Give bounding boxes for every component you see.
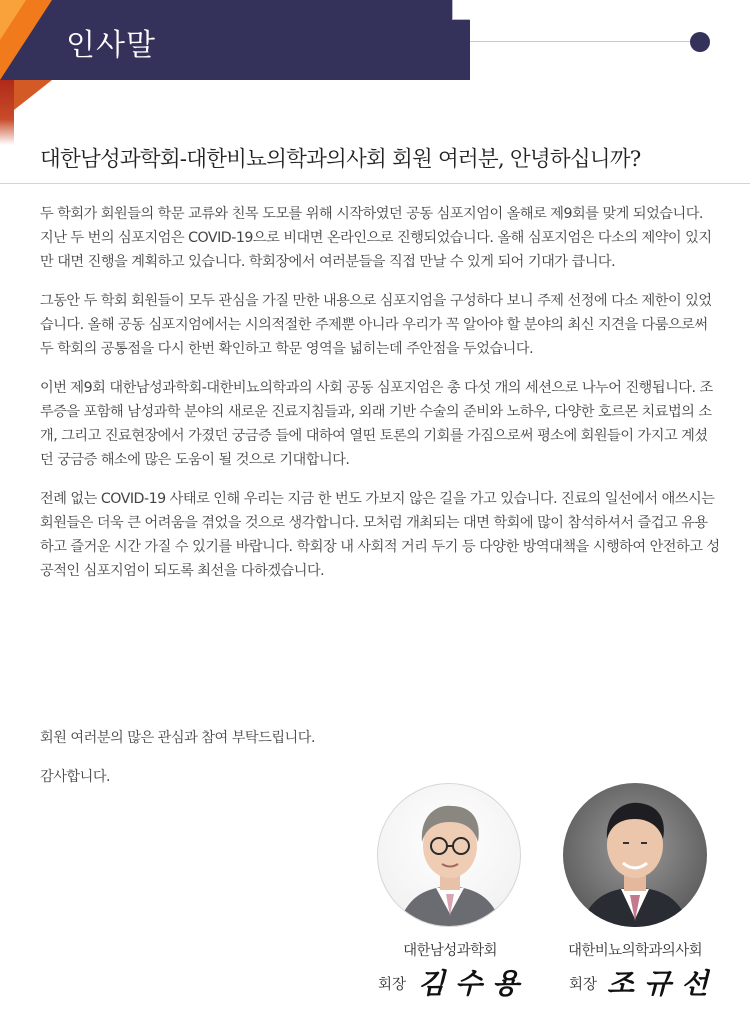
president-2-photo <box>563 783 707 927</box>
paragraph: 두 학회가 회원들의 학문 교류와 친목 도모를 위해 시작하였던 공동 심포지엄이 올해로 제9회를 맞게 되었습니다. 지난 두 번의 심포지엄은 COVID-19으로 비대면 온라인으로 진행되었습니다. 올해 심포지엄은 다소의 제약이 있지만 대면 진행을 계획하고 있습니다. 학회장에서 여러분들을 직접 만날 수 있게 되어 기대가 큽니다. <box>40 206 712 270</box>
president-1-photo <box>377 783 521 927</box>
president-1-signature: 김수용 <box>418 967 530 1000</box>
paragraph: 그동안 두 학회 회원들이 모두 관심을 가질 만한 내용으로 심포지엄을 구성하다 보니 주제 선정에 다소 제한이 있었습니다. 올해 공동 심포지엄에서는 시의적절한 주제뿐 아니라 우리가 꼭 알아야 할 분야의 최신 지견을 다룸으로써 두 학회의 공통점을 다시 한번 확인하고 학문 영역을 넓히는데 주안점을 두었습니다. <box>40 293 712 357</box>
closing-thanks: 감사합니다. <box>40 769 111 785</box>
president-1-organization: 대한남성과학회 <box>403 943 497 959</box>
greeting-heading: 대한남성과학회-대한비뇨의학과의사회 회원 여러분, 안녕하십니까? <box>40 147 641 172</box>
header-divider-line <box>470 41 692 42</box>
president-2-role: 회장 <box>569 977 598 993</box>
president-2-signature: 조규선 <box>607 967 719 1000</box>
heading-divider <box>0 183 750 184</box>
closing-request: 회원 여러분의 많은 관심과 참여 부탁드립니다. <box>40 730 315 746</box>
header-dot-icon <box>690 32 710 52</box>
paragraph: 이번 제9회 대한남성과학회-대한비뇨의학과의 사회 공동 심포지엄은 총 다섯 개의 세션으로 나누어 진행됩니다. 조루증을 포함해 남성과학 분야의 새로운 진료지침들과, 외래 기반 수술의 준비와 노하우, 다양한 호르몬 치료법의 소개, 그리고 진료현장에서 가졌던 궁금증 들에 대하여 열띤 토론의 기회를 가짐으로써 평소에 회원들이 가지고 계셨던 궁금증 해소에 많은 도움이 될 것으로 기대합니다. <box>40 380 713 468</box>
president-2-organization: 대한비뇨의학과의사회 <box>567 943 703 959</box>
header-decoration <box>0 0 52 145</box>
header-corner-mark <box>452 0 470 20</box>
message-body <box>40 202 720 598</box>
page-title: 인사말 <box>66 28 156 63</box>
president-1-role: 회장 <box>378 977 407 993</box>
paragraph: 전례 없는 COVID-19 사태로 인해 우리는 지금 한 번도 가보지 않은 길을 가고 있습니다. 진료의 일선에서 애쓰시는 회원들은 더욱 큰 어려움을 겪었을 것으로 생각합니다. 모처럼 개최되는 대면 학회에 많이 참석하셔서 즐겁고 유용하고 즐거운 시간 가질 수 있기를 바랍니다. 학회장 내 사회적 거리 두기 등 다양한 방역대책을 시행하여 안전하고 성공적인 심포지엄이 되도록 최선을 다하겠습니다. <box>40 491 720 579</box>
